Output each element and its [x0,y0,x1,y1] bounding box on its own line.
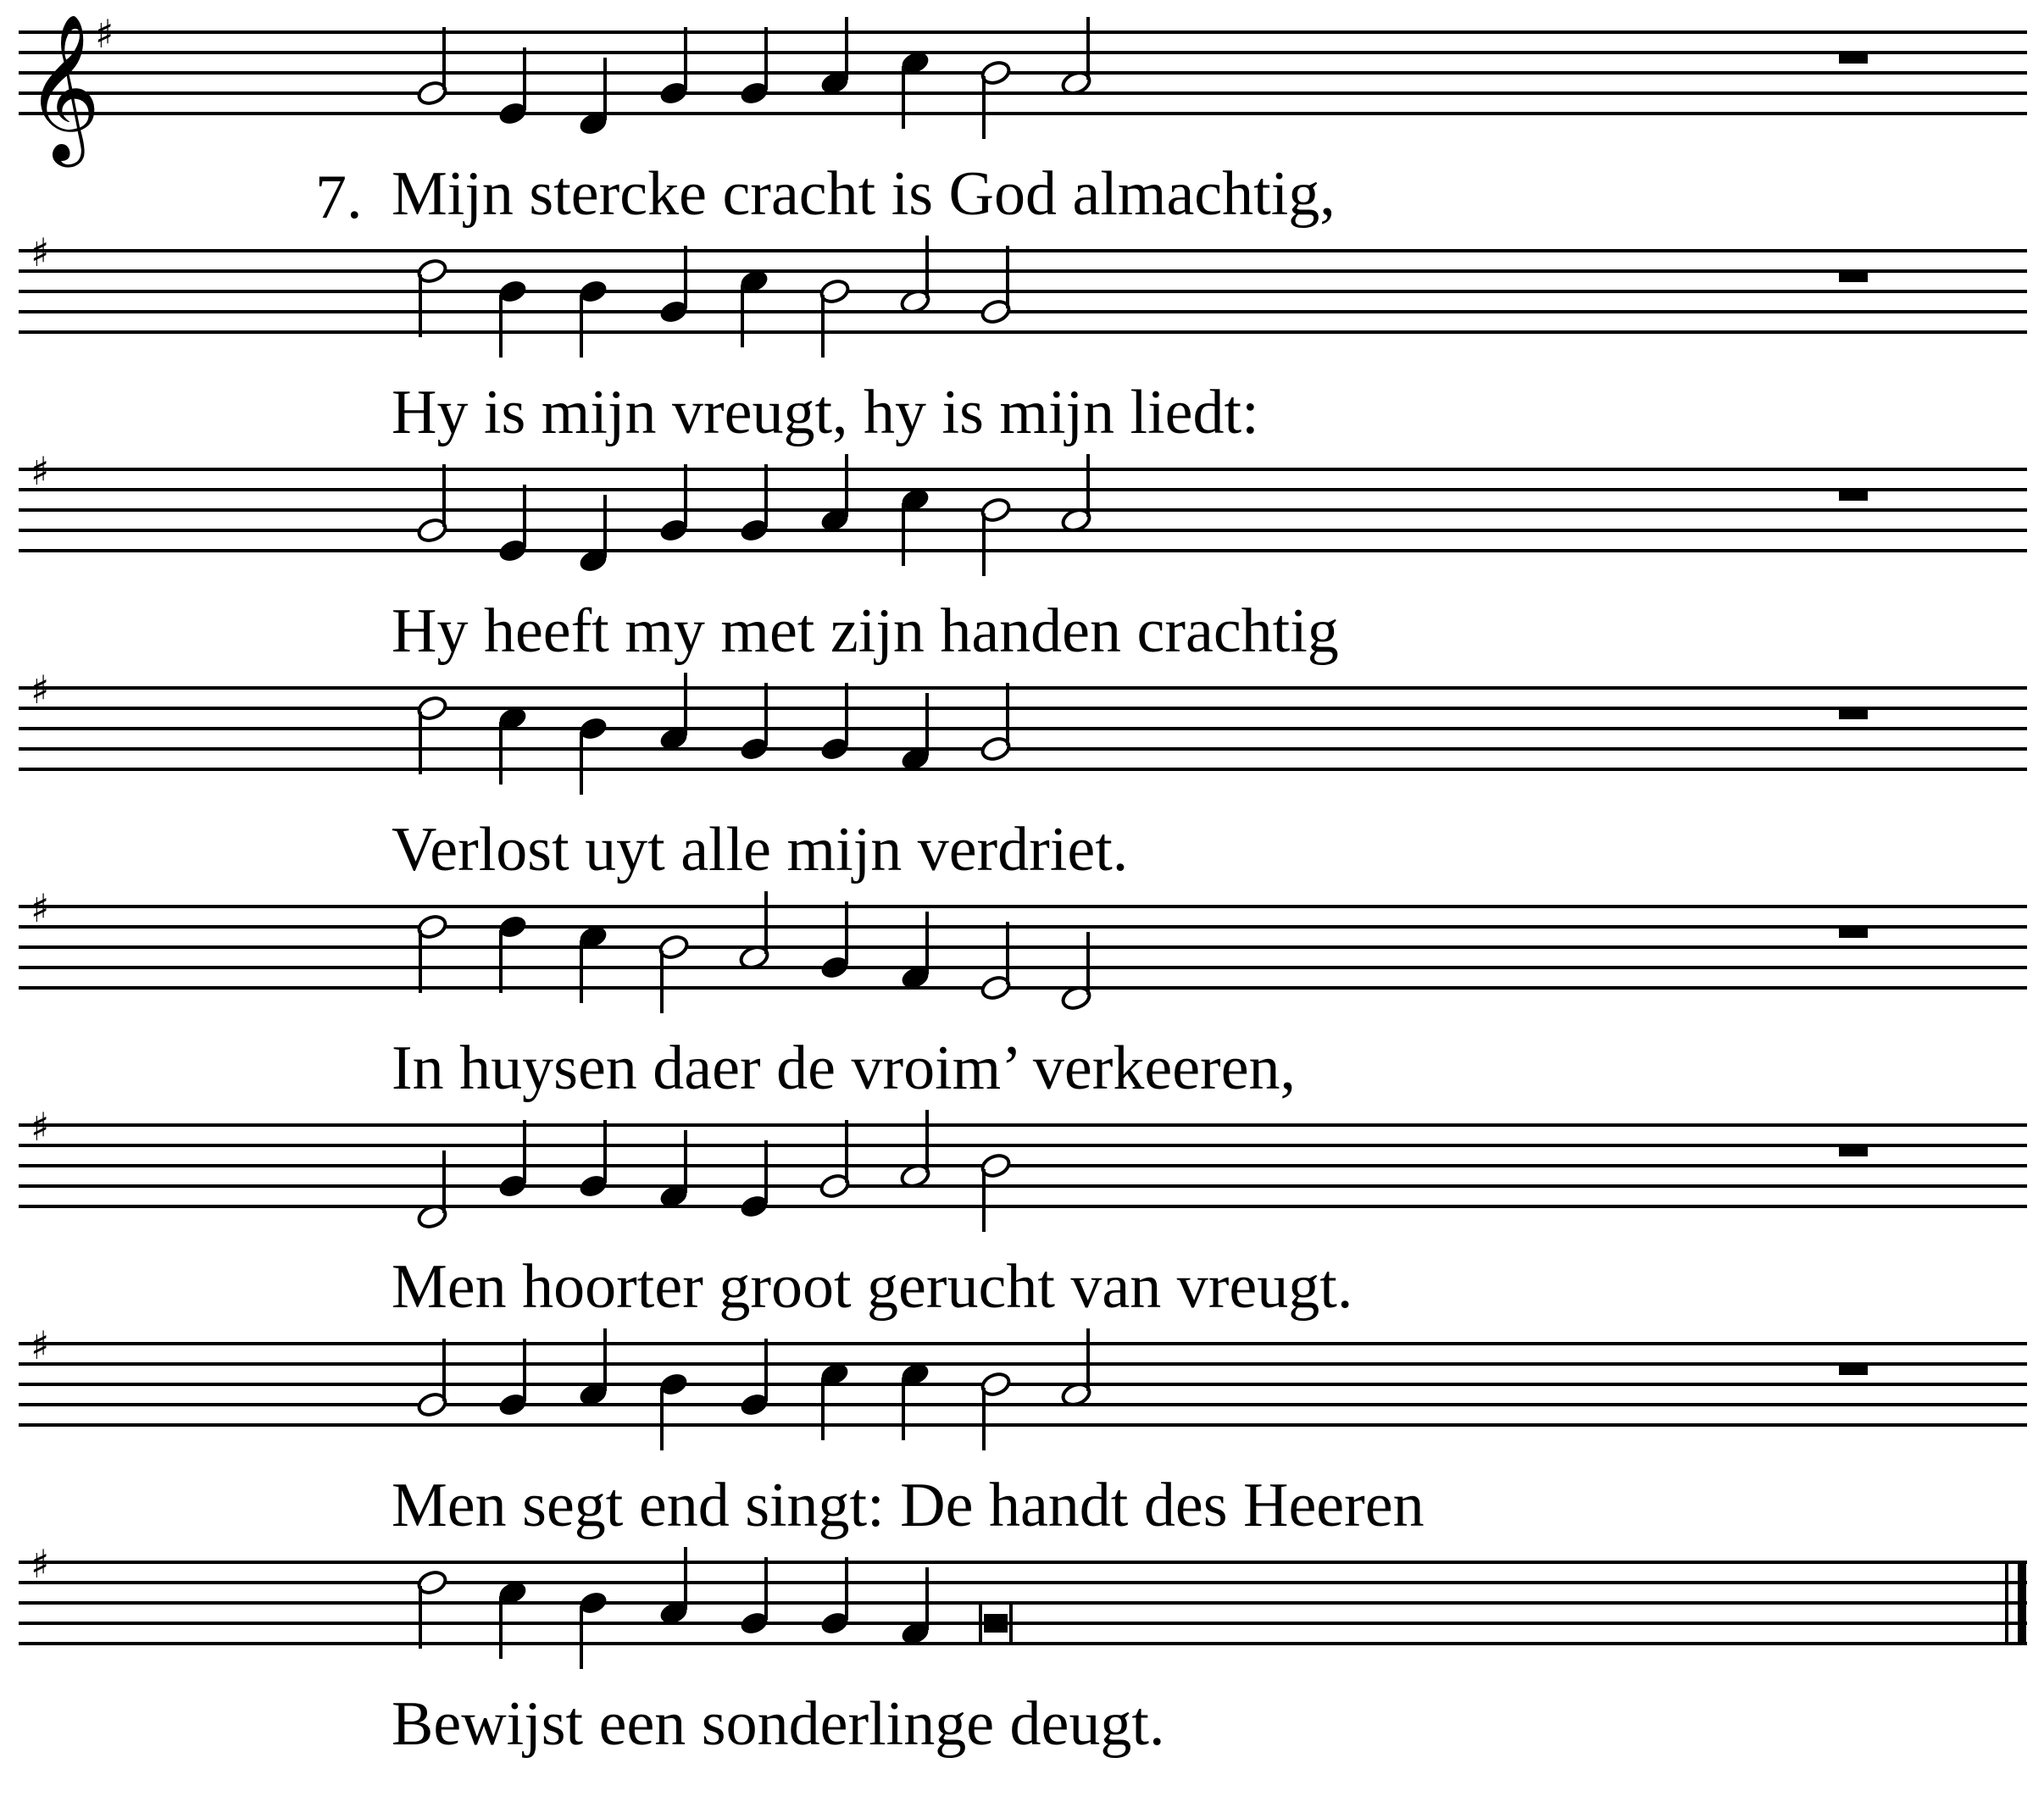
half-rest [1839,1145,1868,1156]
half-rest [1839,927,1868,938]
half-rest [1839,271,1868,282]
lyric-line-5: In huysen daer de vroim’ verkeeren, [392,1034,1297,1103]
key-signature-sharp: ♯ [31,667,50,712]
half-rest [1839,1364,1868,1375]
key-signature-sharp: ♯ [31,1541,50,1587]
final-note [984,1614,1008,1633]
half-rest [1839,53,1868,64]
verse-number: 7. [315,163,363,232]
lyric-line-7: Men segt end singt: De handt des Heeren [392,1471,1425,1540]
lyric-line-2: Hy is mijn vreugt, hy is mijn liedt: [392,378,1259,447]
lyric-line-8: Bewijst een sonderlinge deugt. [392,1689,1165,1759]
key-signature-sharp: ♯ [31,230,50,275]
key-signature-sharp: ♯ [31,1322,50,1368]
half-rest [1839,490,1868,501]
lyric-line-3: Hy heeft my met zijn handen crachtig [392,596,1339,666]
lyric-line-4: Verlost uyt alle mijn verdriet. [392,815,1129,884]
treble-clef: 𝄞 [25,14,101,161]
key-signature-sharp: ♯ [31,1104,50,1150]
key-signature-sharp: ♯ [31,448,50,494]
lyric-line-1: Mijn stercke cracht is God almachtig, [392,159,1336,229]
lyric-line-6: Men hoorter groot gerucht van vreugt. [392,1252,1353,1322]
key-signature-sharp: ♯ [31,885,50,931]
key-signature-sharp: ♯ [95,11,114,57]
half-rest [1839,708,1868,719]
